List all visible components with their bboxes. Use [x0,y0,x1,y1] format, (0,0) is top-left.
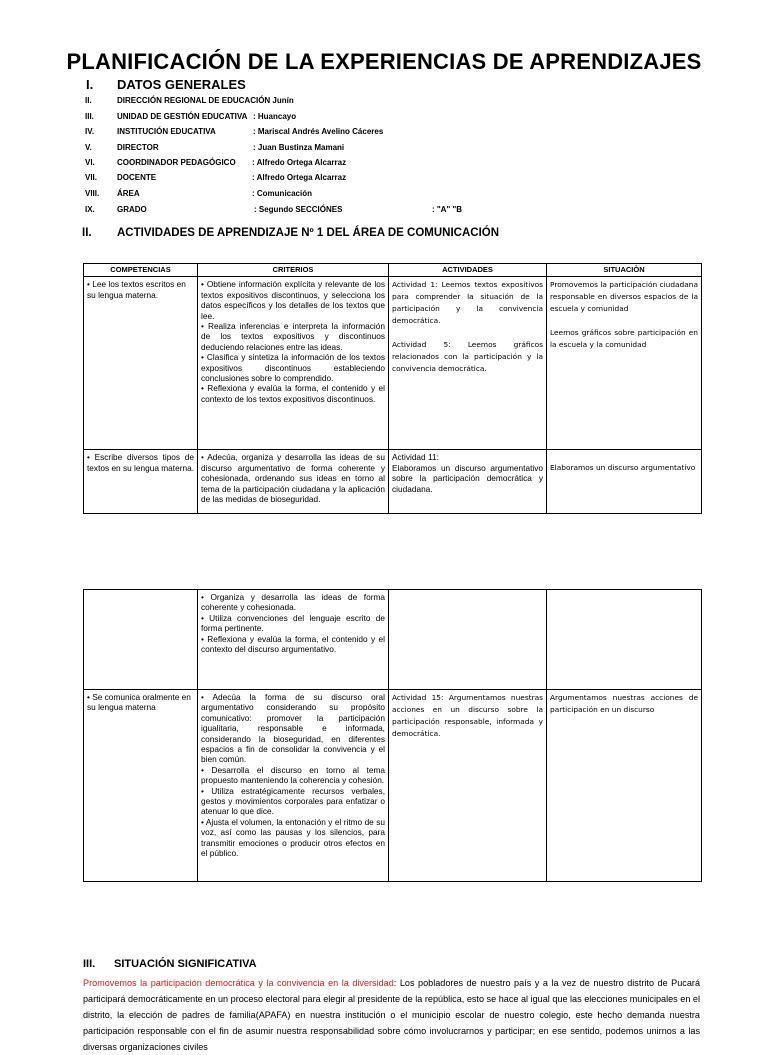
competencia-cell [84,590,198,690]
row-number: VI. [85,158,95,167]
table-row [84,590,702,690]
criterio-item: • Desarrolla el discurso en torno al tema propuesto manteniendo la coherencia y cohesión. [201,764,385,786]
criterio-item: • Clasifica y sintetiza la información de los textos expositivos discontinuos estableciendo conclusiones sobre lo comprendido. [201,352,385,384]
header-criterios: CRITERIOS [198,264,389,277]
row-value: : Comunicación [252,189,313,198]
row-label: COORDINADOR PEDAGÓGICO [117,158,236,167]
criterio-item: • Realiza inferencias e interpreta la información de los textos expositivos y discontinuos deduciendo relaciones entre las ideas. [201,321,385,352]
datos-row [0,127,768,141]
row-label: DOCENTE [117,173,157,182]
row-value: : Alfredo Ortega Alcarraz [252,158,347,167]
criterios-cell [198,590,389,690]
criterio-item: • Utiliza estratégicamente recursos verbales, gestos y movimientos corporales para enfatizar o atenuar lo que dice. [201,785,385,817]
actividad-title: Actividad 11: [392,452,439,463]
row-number: VIII. [85,189,100,198]
section3-number: III. [83,958,96,970]
row-number: II. [85,96,92,105]
situacion-text: : Los pobladores de nuestro país y a la vez de nuestro distrito de Pucará participará democráticamente en un proceso electoral para elegir al presidente de la república, esto se hace al igual que las elecciones municipales en el distrito, la elección de padres de familia(APAFA) en nuestra institución o el municipio escolar de nuestro colegio, este hecho demanda nuestra participación responsable con el fin de asumir nuestra responsabilidad sobre cómo involucrarnos y participar; en ese sentido, podemos unirnos a las diversas organizaciones civiles [83,978,700,1052]
situacion-cell: Elaboramos un discurso argumentativo [547,450,702,514]
section2-number: II. [82,227,92,239]
actividad-text: Elaboramos un discurso argumentativo sobre la participación democrática y ciudadana. [392,462,543,494]
datos-row [0,173,768,187]
table-row [84,690,702,882]
row-number: V. [85,143,92,152]
criterio-item: • Obtiene información explícita y relevante de los textos expositivos discontinuos, y selecciona los datos específicos y los detalles de los textos que lee. [201,279,385,321]
table-row [84,450,702,514]
row-label: DIRECCIÓN REGIONAL DE EDUCACIÓN Junín [117,96,294,105]
row-number: IV. [85,127,95,136]
table-header-row [84,264,702,277]
criterios-cell: • Adecúa, organiza y desarrolla las ideas de su discurso argumentativo de forma coherente y cohesionada, ordenando sus ideas en torno al tema de la participación ciudadana y la aplicación de las medidas de bioseguridad. [198,450,389,514]
actividades-cell: Actividad 15: Argumentamos nuestras acciones en un discurso sobre la participación responsable, informada y democrática. [389,690,547,882]
situacion-cell: Argumentamos nuestras acciones de participación en un discurso [547,690,702,882]
datos-row [0,189,768,203]
situacion-highlight: Promovemos la participación democrática y la convivencia en la diversidad [83,978,394,988]
row-value: : Mariscal Andrés Avelino Cáceres [253,127,384,136]
datos-row [0,143,768,157]
row-number: VII. [85,173,98,182]
table-row [84,277,702,450]
actividades-cell [389,450,547,514]
header-situacion: SITUACIÒN [547,264,702,277]
section1-heading: DATOS GENERALES [117,77,246,92]
datos-row [0,205,768,219]
row-label: ÁREA [117,189,140,198]
criterio-item: • Reflexiona y evalúa la forma, el contenido y el contexto del discurso argumentativo. [201,633,385,655]
actividad-item: Actividad 1: Leemos textos expositivos para comprender la situación de la participación y la convivencia democrática. [392,280,543,326]
row-value: : Segundo SECCIÓNES [254,205,343,214]
row-label: INSTITUCIÓN EDUCATIVA [117,127,216,136]
criterio-item: • Adecúa la forma de su discurso oral argumentativo considerando su propósito comunicativo: promover la participación igualitaria, responsable e informada, considerando la bioseguridad, en diferentes espacios a fin de consolidar la convivencia y el bien común. [201,692,385,765]
header-competencias: COMPETENCIAS [84,264,198,277]
header-actividades: ACTIVIDADES [389,264,547,277]
actividades-cell [389,277,547,450]
situacion-cell [547,277,702,450]
competencia-cell: • Se comunica oralmente en su lengua materna [84,690,198,882]
row-number: III. [85,112,94,121]
criterio-item: • Reflexiona y evalúa la forma, el contenido y el contexto de los textos expositivos discontinuos. [201,383,385,404]
section2-heading: ACTIVIDADES DE APRENDIZAJE Nº 1 DEL ÁREA DE COMUNICACIÓN [117,227,500,239]
competencia-cell: • Escribe diversos tipos de textos en su lengua materna. [84,450,198,514]
criterios-cell [198,690,389,882]
situacion-item: Leemos gráficos sobre participación en la escuela y la comunidad [550,328,698,350]
row-value: : Juan Bustinza Mamani [253,143,345,152]
row-label: UNIDAD DE GESTIÓN EDUCATIVA [117,112,248,121]
criterio-item: • Utiliza convenciones del lenguaje escrito de forma pertinente. [201,612,385,634]
criterios-cell [198,277,389,450]
situacion-paragraph [83,975,700,1055]
situacion-cell [547,590,702,690]
datos-row [0,112,768,126]
page-title: PLANIFICACIÓN DE LA EXPERIENCIAS DE APRENDIZAJES [66,49,702,74]
actividad-item: Actividad 5: Leemos gráficos relacionados con la participación y la convivencia democrática. [392,340,543,374]
datos-row [0,96,768,110]
row-value: : Huancayo [253,112,297,121]
row-number: IX. [85,205,95,214]
section3-heading: SITUACIÓN SIGNIFICATIVA [114,958,257,970]
activities-table-top [83,263,702,514]
row-extra: : "A" "B [432,205,463,214]
competencia-cell: • Lee los textos escritos en su lengua materna. [84,277,198,450]
activities-table-bottom [83,589,702,882]
section1-number: I. [86,77,94,92]
situacion-item: Promovemos la participación ciudadana responsable en diversos espacios de la escuela y comunidad [550,280,698,314]
row-label: GRADO [117,205,147,214]
criterio-item: • Organiza y desarrolla las ideas de forma coherente y cohesionada. [201,592,385,613]
row-label: DIRECTOR [117,143,159,152]
row-value: : Alfredo Ortega Alcarraz [252,173,347,182]
datos-row [0,158,768,172]
actividades-cell [389,590,547,690]
criterio-item: • Ajusta el volumen, la entonación y el ritmo de su voz, así como las pausas y los silencios, para transmitir emociones o producir otros efectos en el público. [201,816,385,859]
